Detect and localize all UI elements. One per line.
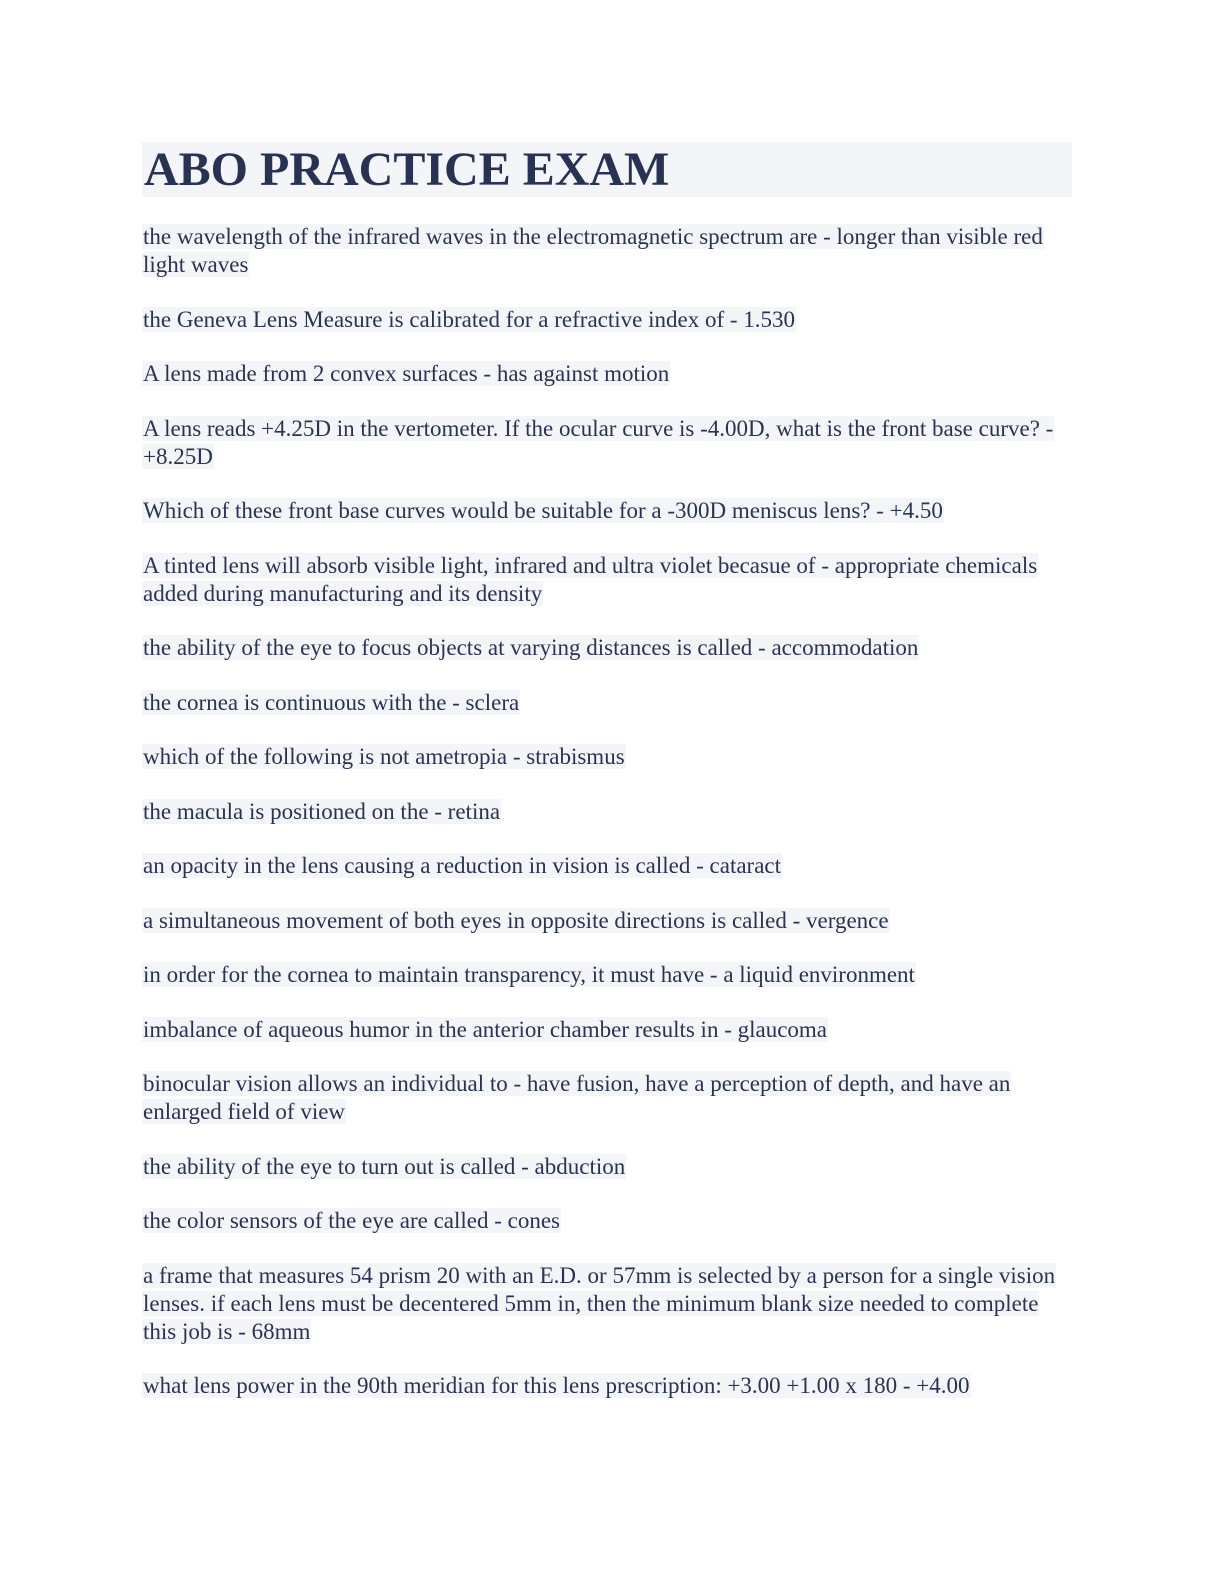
list-item bbox=[142, 415, 1074, 471]
list-item bbox=[142, 1262, 1074, 1346]
list-item bbox=[142, 961, 1074, 989]
question-text: A tinted lens will absorb visible light, infrared and ultra violet becasue of - appropriate chemicals added during manufacturing and its density bbox=[143, 552, 1038, 606]
list-item bbox=[142, 360, 1074, 388]
question-text: what lens power in the 90th meridian for this lens prescription: +3.00 +1.00 x 180 - +4.00 bbox=[143, 1373, 970, 1398]
list-item bbox=[142, 1016, 1074, 1044]
list-item bbox=[142, 223, 1074, 279]
question-text: the Geneva Lens Measure is calibrated for a refractive index of - 1.530 bbox=[143, 306, 796, 332]
question-text: binocular vision allows an individual to - have fusion, have a perception of depth, and have an enlarged field of view bbox=[143, 1071, 1011, 1124]
question-text: imbalance of aqueous humor in the anterior chamber results in - glaucoma bbox=[143, 1016, 828, 1042]
question-text: the ability of the eye to turn out is called - abduction bbox=[143, 1153, 626, 1179]
list-item bbox=[142, 798, 1074, 826]
list-item bbox=[142, 743, 1074, 771]
list-item bbox=[142, 1153, 1074, 1181]
list-item bbox=[142, 852, 1074, 880]
list-item bbox=[142, 907, 1074, 935]
question-text: A lens reads +4.25D in the vertometer. If the ocular curve is -4.00D, what is the front base curve? - +8.25D bbox=[143, 415, 1054, 469]
page-title: ABO PRACTICE EXAM bbox=[144, 143, 670, 196]
question-text: the macula is positioned on the - retina bbox=[143, 798, 501, 824]
list-item bbox=[142, 1070, 1074, 1126]
list-item bbox=[142, 1207, 1074, 1235]
list-item bbox=[142, 689, 1074, 717]
list-item bbox=[142, 634, 1074, 662]
question-text: a simultaneous movement of both eyes in opposite directions is called - vergence bbox=[143, 907, 889, 933]
list-item bbox=[142, 1372, 1074, 1400]
question-text: Which of these front base curves would be suitable for a -300D meniscus lens? - +4.50 bbox=[143, 498, 943, 523]
title-bar bbox=[142, 142, 1072, 197]
question-text: the cornea is continuous with the - sclera bbox=[143, 689, 520, 715]
question-text: the ability of the eye to focus objects at varying distances is called - accommodation bbox=[143, 635, 919, 660]
question-list bbox=[142, 223, 1074, 1400]
question-text: an opacity in the lens causing a reduction in vision is called - cataract bbox=[143, 853, 782, 878]
question-text: the color sensors of the eye are called - cones bbox=[143, 1208, 561, 1233]
list-item bbox=[142, 497, 1074, 525]
question-text: A lens made from 2 convex surfaces - has against motion bbox=[143, 361, 670, 386]
question-text: in order for the cornea to maintain transparency, it must have - a liquid environment bbox=[143, 962, 915, 987]
document-page bbox=[142, 142, 1074, 1427]
question-text: which of the following is not ametropia - strabismus bbox=[143, 744, 625, 769]
question-text: a frame that measures 54 prism 20 with an E.D. or 57mm is selected by a person for a single vision lenses. if each lens must be decentered 5mm in, then the minimum blank size needed to complete this job is - 68mm bbox=[143, 1262, 1056, 1344]
list-item bbox=[142, 552, 1074, 608]
question-text: the wavelength of the infrared waves in the electromagnetic spectrum are - longer than visible red light waves bbox=[143, 224, 1043, 277]
list-item bbox=[142, 306, 1074, 334]
